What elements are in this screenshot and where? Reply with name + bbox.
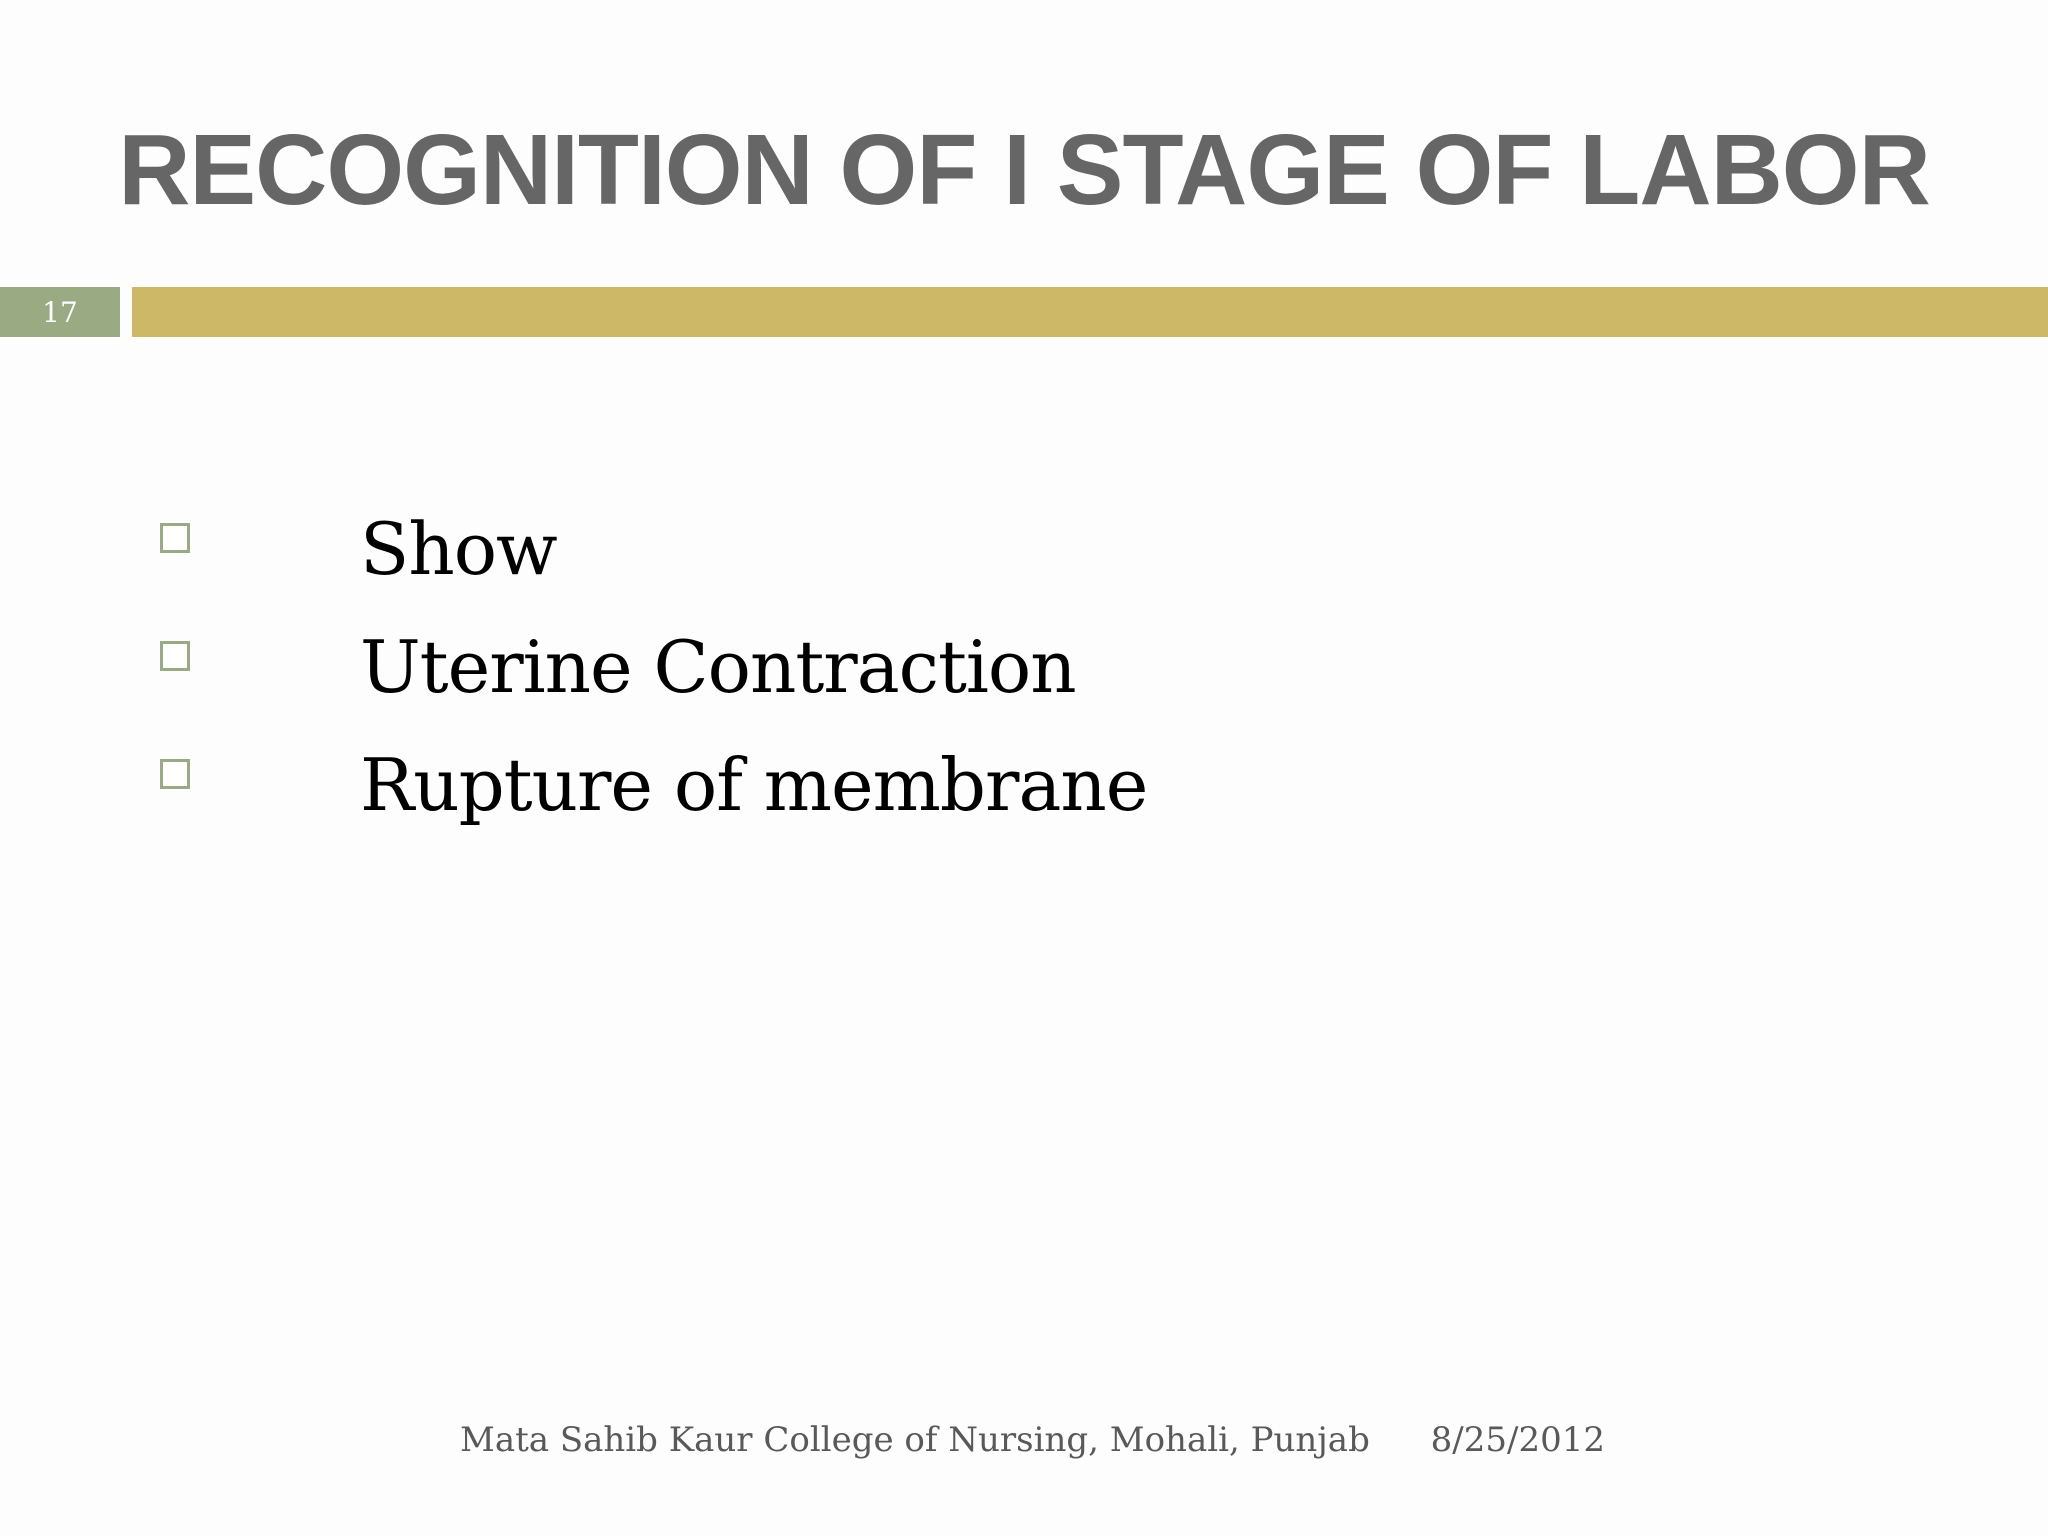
list-item (160, 726, 1147, 844)
list-item (160, 608, 1147, 726)
square-bullet-icon (160, 523, 190, 553)
slide-title: RECOGNITION OF I STAGE OF LABOR (118, 114, 1930, 226)
footer-date: 8/25/2012 (1430, 1420, 1605, 1460)
bullet-text: Show (360, 507, 557, 591)
title-divider-bar (132, 287, 2048, 337)
slide-number-badge (0, 287, 120, 337)
bullet-text: Rupture of membrane (360, 743, 1148, 827)
square-bullet-icon (160, 759, 190, 789)
footer-institution: Mata Sahib Kaur College of Nursing, Mohali, Punjab (460, 1420, 1370, 1460)
square-bullet-icon (160, 641, 190, 671)
list-item (160, 490, 1147, 608)
slide-number: 17 (42, 295, 78, 329)
bullet-text: Uterine Contraction (360, 625, 1076, 709)
bullet-list (160, 490, 1147, 844)
slide-footer (460, 1420, 1605, 1460)
